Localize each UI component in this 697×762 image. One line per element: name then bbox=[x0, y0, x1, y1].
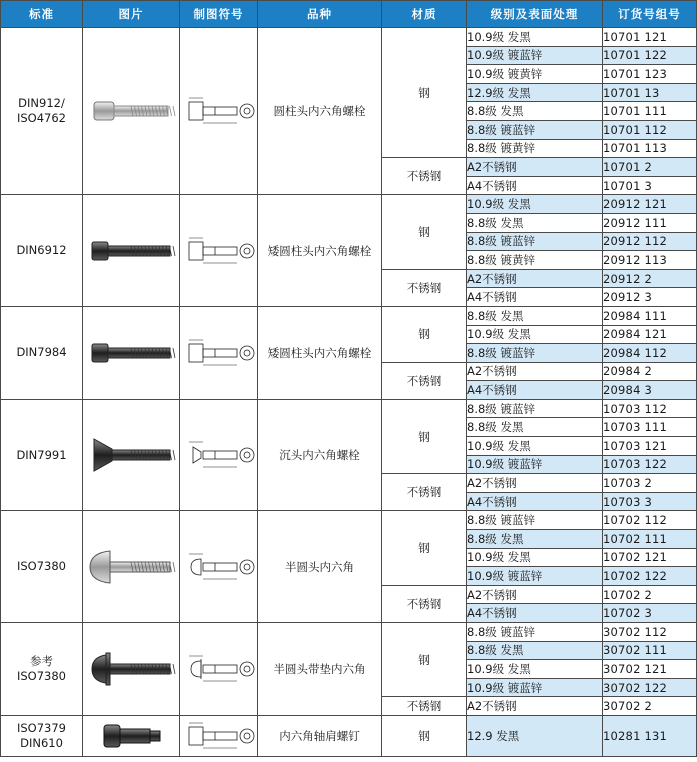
grade-cell: 8.8级 镀黄锌 bbox=[467, 251, 603, 270]
product-photo bbox=[83, 195, 180, 307]
standard-cell bbox=[1, 399, 83, 511]
header-order-code: 订货号组号 bbox=[603, 1, 697, 28]
product-photo bbox=[83, 623, 180, 716]
button-head-bolt-icon bbox=[83, 537, 179, 597]
order-code-cell: 20912 113 bbox=[603, 251, 697, 270]
order-code-cell: 20984 121 bbox=[603, 325, 697, 344]
grade-cell: A2不锈钢 bbox=[467, 158, 603, 177]
shoulder-screw-icon bbox=[83, 716, 179, 756]
grade-cell: 8.8级 镀黄锌 bbox=[467, 139, 603, 158]
order-code-cell: 10702 122 bbox=[603, 567, 697, 586]
drawing-symbol-icon bbox=[180, 425, 257, 485]
order-code-cell: 10701 112 bbox=[603, 120, 697, 139]
material-cell: 钢 bbox=[382, 399, 467, 473]
grade-cell: 10.9级 发黑 bbox=[467, 195, 603, 214]
header-product: 品种 bbox=[258, 1, 382, 28]
order-code-cell: 10703 2 bbox=[603, 474, 697, 493]
product-name: 矮圆柱头内六角螺栓 bbox=[258, 306, 382, 399]
standard-cell bbox=[1, 195, 83, 307]
grade-cell: A2不锈钢 bbox=[467, 362, 603, 381]
grade-cell: 8.8级 发黑 bbox=[467, 418, 603, 437]
order-code-cell: 20984 3 bbox=[603, 381, 697, 400]
product-name: 圆柱头内六角螺栓 bbox=[258, 28, 382, 195]
grade-cell: 8.8级 镀蓝锌 bbox=[467, 399, 603, 418]
grade-cell: 10.9级 镀蓝锌 bbox=[467, 46, 603, 65]
low-head-cap-bolt-icon bbox=[83, 323, 179, 383]
order-code-cell: 20984 112 bbox=[603, 344, 697, 363]
order-code-cell: 10701 123 bbox=[603, 65, 697, 84]
order-code-cell: 20912 121 bbox=[603, 195, 697, 214]
grade-cell: 8.8级 发黑 bbox=[467, 306, 603, 325]
material-cell: 不锈钢 bbox=[382, 474, 467, 511]
table-row bbox=[1, 28, 697, 47]
material-cell: 不锈钢 bbox=[382, 585, 467, 622]
material-cell: 不锈钢 bbox=[382, 697, 467, 716]
material-cell: 钢 bbox=[382, 511, 467, 585]
material-cell: 不锈钢 bbox=[382, 158, 467, 195]
grade-cell: 10.9级 发黑 bbox=[467, 325, 603, 344]
socket-cap-bolt-icon bbox=[83, 81, 179, 141]
technical-drawing bbox=[180, 28, 258, 195]
table-row bbox=[1, 195, 697, 214]
grade-cell: A4不锈钢 bbox=[467, 492, 603, 511]
order-code-cell: 10702 121 bbox=[603, 548, 697, 567]
grade-cell: 8.8级 镀蓝锌 bbox=[467, 511, 603, 530]
grade-cell: 8.8级 发黑 bbox=[467, 530, 603, 549]
header-picture: 图片 bbox=[83, 1, 180, 28]
order-code-cell: 30702 112 bbox=[603, 623, 697, 642]
table-row bbox=[1, 715, 697, 756]
order-code-cell: 20912 2 bbox=[603, 269, 697, 288]
technical-drawing bbox=[180, 306, 258, 399]
grade-cell: A2不锈钢 bbox=[467, 585, 603, 604]
order-code-cell: 20984 2 bbox=[603, 362, 697, 381]
order-code-cell: 10281 131 bbox=[603, 715, 697, 756]
flanged-button-bolt-icon bbox=[83, 639, 179, 699]
drawing-symbol-icon bbox=[180, 719, 257, 753]
order-code-cell: 10701 121 bbox=[603, 28, 697, 47]
standard-label: DIN7984 bbox=[16, 345, 67, 360]
product-photo bbox=[83, 715, 180, 756]
technical-drawing bbox=[180, 399, 258, 511]
drawing-symbol-icon bbox=[180, 639, 257, 699]
standard-label: DIN610 bbox=[20, 735, 63, 750]
grade-cell: 10.9级 发黑 bbox=[467, 28, 603, 47]
order-code-cell: 20912 112 bbox=[603, 232, 697, 251]
order-code-cell: 10702 3 bbox=[603, 604, 697, 623]
grade-cell: A2不锈钢 bbox=[467, 697, 603, 716]
standard-cell bbox=[1, 28, 83, 195]
grade-cell: 8.8级 发黑 bbox=[467, 213, 603, 232]
material-cell: 钢 bbox=[382, 306, 467, 362]
countersunk-bolt-icon bbox=[83, 425, 179, 485]
order-code-cell: 30702 121 bbox=[603, 660, 697, 679]
grade-cell: 8.8级 镀蓝锌 bbox=[467, 120, 603, 139]
grade-cell: A4不锈钢 bbox=[467, 288, 603, 307]
table-body bbox=[1, 28, 697, 757]
order-code-cell: 30702 2 bbox=[603, 697, 697, 716]
order-code-cell: 10701 113 bbox=[603, 139, 697, 158]
order-code-cell: 10703 122 bbox=[603, 455, 697, 474]
product-photo bbox=[83, 306, 180, 399]
technical-drawing bbox=[180, 715, 258, 756]
order-code-cell: 10703 112 bbox=[603, 399, 697, 418]
grade-cell: A4不锈钢 bbox=[467, 381, 603, 400]
order-code-cell: 10703 121 bbox=[603, 437, 697, 456]
order-code-cell: 10701 122 bbox=[603, 46, 697, 65]
order-code-cell: 20984 111 bbox=[603, 306, 697, 325]
drawing-symbol-icon bbox=[180, 81, 257, 141]
order-code-cell: 10702 112 bbox=[603, 511, 697, 530]
material-cell: 钢 bbox=[382, 623, 467, 697]
order-code-cell: 10701 13 bbox=[603, 83, 697, 102]
product-name: 内六角轴肩螺钉 bbox=[258, 715, 382, 756]
order-code-cell: 10702 2 bbox=[603, 585, 697, 604]
table-row bbox=[1, 306, 697, 325]
technical-drawing bbox=[180, 511, 258, 623]
order-code-cell: 10701 3 bbox=[603, 176, 697, 195]
grade-cell: A4不锈钢 bbox=[467, 176, 603, 195]
header-row bbox=[1, 1, 697, 28]
order-code-cell: 10701 111 bbox=[603, 102, 697, 121]
product-name: 矮圆柱头内六角螺栓 bbox=[258, 195, 382, 307]
drawing-symbol-icon bbox=[180, 323, 257, 383]
grade-cell: 12.9级 发黑 bbox=[467, 83, 603, 102]
standard-cell bbox=[1, 623, 83, 716]
grade-cell: A2不锈钢 bbox=[467, 269, 603, 288]
drawing-symbol-icon bbox=[180, 537, 257, 597]
grade-cell: 8.8级 镀蓝锌 bbox=[467, 232, 603, 251]
header-grade: 级别及表面处理 bbox=[467, 1, 603, 28]
grade-cell: 10.9级 镀蓝锌 bbox=[467, 455, 603, 474]
product-name: 沉头内六角螺栓 bbox=[258, 399, 382, 511]
grade-cell: 12.9 发黑 bbox=[467, 715, 603, 756]
order-code-cell: 10703 3 bbox=[603, 492, 697, 511]
grade-cell: 10.9级 发黑 bbox=[467, 660, 603, 679]
grade-cell: 10.9级 镀蓝锌 bbox=[467, 678, 603, 697]
table-row bbox=[1, 623, 697, 642]
header-standard: 标准 bbox=[1, 1, 83, 28]
grade-cell: 10.9级 镀黄锌 bbox=[467, 65, 603, 84]
drawing-symbol-icon bbox=[180, 221, 257, 281]
order-code-cell: 10702 111 bbox=[603, 530, 697, 549]
grade-cell: 10.9级 镀蓝锌 bbox=[467, 567, 603, 586]
material-cell: 钢 bbox=[382, 28, 467, 158]
standard-label: ISO7379 bbox=[16, 720, 66, 735]
standard-cell bbox=[1, 715, 83, 756]
technical-drawing bbox=[180, 623, 258, 716]
product-name: 半圆头带垫内六角 bbox=[258, 623, 382, 716]
grade-cell: 10.9级 发黑 bbox=[467, 437, 603, 456]
standard-cell bbox=[1, 511, 83, 623]
low-head-cap-bolt-icon bbox=[83, 221, 179, 281]
order-code-cell: 30702 111 bbox=[603, 641, 697, 660]
product-photo bbox=[83, 399, 180, 511]
standard-label: DIN7991 bbox=[16, 447, 67, 462]
grade-cell: A4不锈钢 bbox=[467, 604, 603, 623]
technical-drawing bbox=[180, 195, 258, 307]
standard-label: DIN6912 bbox=[16, 243, 67, 258]
grade-cell: 8.8级 发黑 bbox=[467, 102, 603, 121]
grade-cell: 8.8级 发黑 bbox=[467, 641, 603, 660]
grade-cell: A2不锈钢 bbox=[467, 474, 603, 493]
standard-label: DIN912/ bbox=[18, 96, 65, 111]
material-cell: 不锈钢 bbox=[382, 269, 467, 306]
header-material: 材质 bbox=[382, 1, 467, 28]
standard-label: 参考 bbox=[30, 653, 53, 668]
standard-label: ISO7380 bbox=[16, 559, 66, 574]
material-cell: 钢 bbox=[382, 195, 467, 269]
standard-label: ISO7380 bbox=[16, 668, 66, 683]
standard-cell bbox=[1, 306, 83, 399]
table-row bbox=[1, 511, 697, 530]
header-drawing: 制图符号 bbox=[180, 1, 258, 28]
order-code-cell: 10701 2 bbox=[603, 158, 697, 177]
order-code-cell: 20912 111 bbox=[603, 213, 697, 232]
product-photo bbox=[83, 28, 180, 195]
material-cell: 不锈钢 bbox=[382, 362, 467, 399]
table-row bbox=[1, 399, 697, 418]
grade-cell: 8.8级 镀蓝锌 bbox=[467, 623, 603, 642]
grade-cell: 10.9级 发黑 bbox=[467, 548, 603, 567]
standard-label: ISO4762 bbox=[16, 111, 66, 126]
order-code-cell: 30702 122 bbox=[603, 678, 697, 697]
product-name: 半圆头内六角 bbox=[258, 511, 382, 623]
product-photo bbox=[83, 511, 180, 623]
order-code-cell: 20912 3 bbox=[603, 288, 697, 307]
order-code-cell: 10703 111 bbox=[603, 418, 697, 437]
material-cell: 钢 bbox=[382, 715, 467, 756]
grade-cell: 8.8级 镀蓝锌 bbox=[467, 344, 603, 363]
